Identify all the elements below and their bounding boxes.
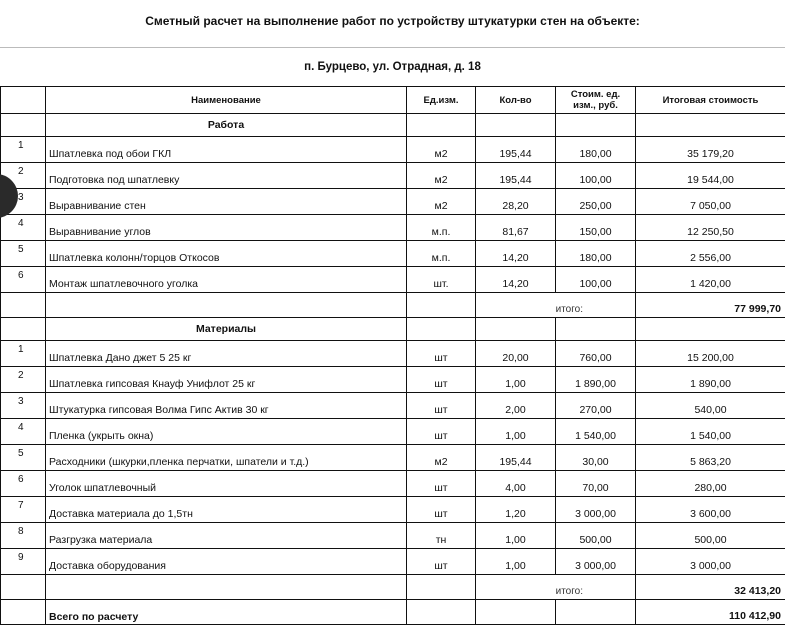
row-number: 8 <box>1 523 46 549</box>
item-unit-price: 70,00 <box>556 471 636 497</box>
item-total: 15 200,00 <box>636 341 785 367</box>
subtotal-row <box>1 575 785 600</box>
item-unit: м2 <box>407 189 476 215</box>
empty-cell <box>46 293 407 318</box>
table-row <box>1 445 785 471</box>
item-name: Штукатурка гипсовая Волма Гипс Актив 30 кг <box>46 393 407 419</box>
item-unit: шт <box>407 393 476 419</box>
item-total: 1 420,00 <box>636 267 785 293</box>
header-price <box>556 87 636 114</box>
item-quantity: 1,20 <box>476 497 556 523</box>
item-total: 19 544,00 <box>636 163 785 189</box>
item-unit-price: 30,00 <box>556 445 636 471</box>
empty-cell <box>1 114 46 137</box>
item-name: Выравнивание углов <box>46 215 407 241</box>
item-unit: шт <box>407 419 476 445</box>
empty-cell <box>476 600 556 625</box>
header-number <box>1 87 46 114</box>
item-quantity: 1,00 <box>476 523 556 549</box>
item-total: 3 600,00 <box>636 497 785 523</box>
empty-cell <box>1 293 46 318</box>
item-quantity: 14,20 <box>476 267 556 293</box>
item-name: Монтаж шпатлевочного уголка <box>46 267 407 293</box>
header-price-line2: изм., руб. <box>573 100 618 111</box>
document-title: Сметный расчет на выполнение работ по устройству штукатурки стен на объекте: <box>0 14 785 28</box>
item-quantity: 81,67 <box>476 215 556 241</box>
empty-cell <box>556 318 636 341</box>
item-unit: м2 <box>407 445 476 471</box>
header-unit: Ед.изм. <box>407 87 476 114</box>
item-unit-price: 1 540,00 <box>556 419 636 445</box>
item-name: Шпатлевка колонн/торцов Откосов <box>46 241 407 267</box>
item-quantity: 2,00 <box>476 393 556 419</box>
table-row <box>1 215 785 241</box>
item-unit-price: 250,00 <box>556 189 636 215</box>
item-unit: м.п. <box>407 241 476 267</box>
item-unit: м2 <box>407 163 476 189</box>
row-number: 1 <box>1 341 46 367</box>
row-number: 4 <box>1 215 46 241</box>
item-total: 540,00 <box>636 393 785 419</box>
row-number: 5 <box>1 445 46 471</box>
item-name: Разгрузка материала <box>46 523 407 549</box>
subtotal-value: 32 413,20 <box>636 575 785 600</box>
table-row <box>1 367 785 393</box>
item-unit: шт <box>407 341 476 367</box>
grand-total-row <box>1 600 785 625</box>
item-unit-price: 3 000,00 <box>556 549 636 575</box>
section-title-row <box>1 114 785 137</box>
table-row <box>1 267 785 293</box>
item-quantity: 20,00 <box>476 341 556 367</box>
item-total: 7 050,00 <box>636 189 785 215</box>
row-number: 1 <box>1 137 46 163</box>
item-total: 35 179,20 <box>636 137 785 163</box>
item-unit: шт <box>407 367 476 393</box>
row-number: 6 <box>1 267 46 293</box>
item-total: 2 556,00 <box>636 241 785 267</box>
item-name: Шпатлевка гипсовая Кнауф Унифлот 25 кг <box>46 367 407 393</box>
item-total: 3 000,00 <box>636 549 785 575</box>
header-total: Итоговая стоимость <box>636 87 785 114</box>
table-row <box>1 549 785 575</box>
item-total: 1 890,00 <box>636 367 785 393</box>
item-unit-price: 180,00 <box>556 137 636 163</box>
empty-cell <box>476 114 556 137</box>
item-unit: м.п. <box>407 215 476 241</box>
estimate-table <box>0 86 785 625</box>
item-unit-price: 150,00 <box>556 215 636 241</box>
section-title: Работа <box>46 114 407 137</box>
item-total: 12 250,50 <box>636 215 785 241</box>
empty-cell <box>407 575 476 600</box>
item-unit-price: 1 890,00 <box>556 367 636 393</box>
subtotal-label: итого: <box>476 293 636 318</box>
empty-cell <box>407 114 476 137</box>
row-number: 2 <box>1 367 46 393</box>
item-unit: м2 <box>407 137 476 163</box>
grand-total-label: Всего по расчету <box>46 600 407 625</box>
empty-cell <box>636 318 785 341</box>
item-name: Шпатлевка Дано джет 5 25 кг <box>46 341 407 367</box>
item-name: Шпатлевка под обои ГКЛ <box>46 137 407 163</box>
empty-cell <box>556 600 636 625</box>
item-unit: шт <box>407 471 476 497</box>
item-unit-price: 270,00 <box>556 393 636 419</box>
item-name: Подготовка под шпатлевку <box>46 163 407 189</box>
section-title-row <box>1 318 785 341</box>
subtotal-value: 77 999,70 <box>636 293 785 318</box>
header-qty: Кол-во <box>476 87 556 114</box>
table-row <box>1 497 785 523</box>
empty-cell <box>1 575 46 600</box>
table-row <box>1 163 785 189</box>
item-unit: шт <box>407 549 476 575</box>
row-number: 7 <box>1 497 46 523</box>
table-row <box>1 471 785 497</box>
item-unit-price: 3 000,00 <box>556 497 636 523</box>
item-quantity: 1,00 <box>476 419 556 445</box>
divider <box>0 47 785 48</box>
item-quantity: 195,44 <box>476 445 556 471</box>
header-price-line1: Стоим. ед. <box>571 89 620 100</box>
item-unit-price: 100,00 <box>556 267 636 293</box>
item-quantity: 14,20 <box>476 241 556 267</box>
row-number: 6 <box>1 471 46 497</box>
grand-total-value: 110 412,90 <box>636 600 785 625</box>
row-number: 2 <box>1 163 46 189</box>
empty-cell <box>476 318 556 341</box>
empty-cell <box>1 318 46 341</box>
empty-cell <box>46 575 407 600</box>
item-name: Уголок шпатлевочный <box>46 471 407 497</box>
item-name: Доставка материала до 1,5тн <box>46 497 407 523</box>
item-quantity: 1,00 <box>476 367 556 393</box>
item-quantity: 28,20 <box>476 189 556 215</box>
table-row <box>1 419 785 445</box>
item-name: Расходники (шкурки,пленка перчатки, шпатели и т.д.) <box>46 445 407 471</box>
item-name: Выравнивание стен <box>46 189 407 215</box>
row-number: 3 <box>1 393 46 419</box>
row-number: 3 <box>1 189 46 215</box>
header-name: Наименование <box>46 87 407 114</box>
item-name: Пленка (укрыть окна) <box>46 419 407 445</box>
row-number: 4 <box>1 419 46 445</box>
section-title: Материалы <box>46 318 407 341</box>
item-quantity: 4,00 <box>476 471 556 497</box>
item-name: Доставка оборудования <box>46 549 407 575</box>
empty-cell <box>556 114 636 137</box>
object-address: п. Бурцево, ул. Отрадная, д. 18 <box>0 61 785 73</box>
item-total: 5 863,20 <box>636 445 785 471</box>
table-row <box>1 241 785 267</box>
item-unit-price: 180,00 <box>556 241 636 267</box>
item-unit: тн <box>407 523 476 549</box>
empty-cell <box>636 114 785 137</box>
empty-cell <box>1 600 46 625</box>
item-unit-price: 500,00 <box>556 523 636 549</box>
empty-cell <box>407 600 476 625</box>
empty-cell <box>407 293 476 318</box>
table-row <box>1 393 785 419</box>
row-number: 9 <box>1 549 46 575</box>
item-unit: шт <box>407 497 476 523</box>
item-quantity: 195,44 <box>476 137 556 163</box>
subtotal-row <box>1 293 785 318</box>
row-number: 5 <box>1 241 46 267</box>
table-row <box>1 341 785 367</box>
empty-cell <box>407 318 476 341</box>
item-unit-price: 100,00 <box>556 163 636 189</box>
item-total: 1 540,00 <box>636 419 785 445</box>
item-total: 280,00 <box>636 471 785 497</box>
item-unit: шт. <box>407 267 476 293</box>
table-row <box>1 523 785 549</box>
item-total: 500,00 <box>636 523 785 549</box>
table-header-row <box>1 87 785 114</box>
subtotal-label: итого: <box>476 575 636 600</box>
table-row <box>1 137 785 163</box>
item-quantity: 1,00 <box>476 549 556 575</box>
table-row <box>1 189 785 215</box>
item-quantity: 195,44 <box>476 163 556 189</box>
item-unit-price: 760,00 <box>556 341 636 367</box>
